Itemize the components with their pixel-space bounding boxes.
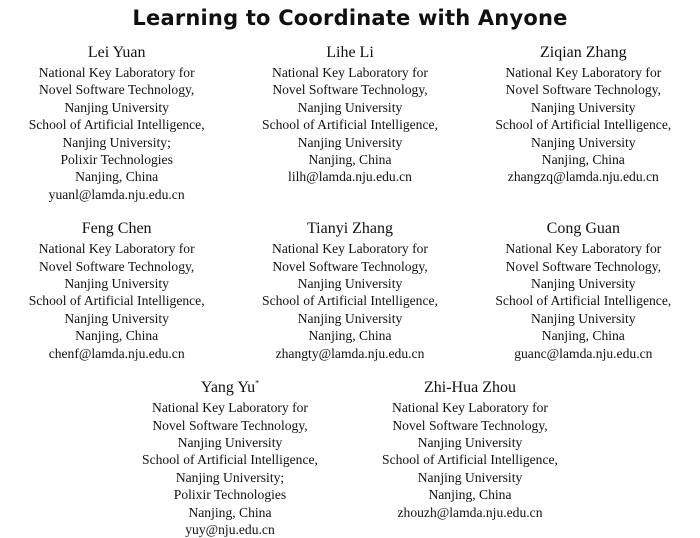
author-block	[350, 378, 590, 538]
affiliation-line: Nanjing University	[417, 434, 523, 450]
affiliation-line: Novel Software Technology,	[38, 82, 195, 98]
affiliation-line: National Key Laboratory for	[505, 241, 662, 257]
author-name-text: Lei Yuan	[87, 44, 146, 61]
affiliation-line: Nanjing, China	[308, 152, 392, 168]
author-name-text: Feng Chen	[81, 220, 152, 238]
affiliation-line: Nanjing University	[297, 310, 403, 326]
affiliation-line: Nanjing, China	[188, 504, 272, 520]
affiliation-line: Nanjing University	[531, 134, 636, 150]
affiliation-line: School of Artificial Intelligence,	[142, 452, 318, 468]
author-email: lilh@lamda.nju.edu.cn	[288, 169, 412, 185]
affiliation-line: Nanjing University	[417, 469, 523, 485]
affiliation-line: School of Artificial Intelligence,	[262, 293, 438, 309]
author-name-text: Tianyi Zhang	[306, 220, 394, 238]
affiliation-line: School of Artificial Intelligence,	[495, 117, 672, 133]
affiliation-line: School of Artificial Intelligence,	[382, 452, 558, 468]
affiliation-line: Polixir Technologies	[173, 487, 287, 503]
affiliation-line: Novel Software Technology,	[505, 82, 661, 98]
affiliation-line: Novel Software Technology,	[272, 258, 428, 274]
affiliation-line: School of Artificial Intelligence,	[262, 117, 438, 133]
author-block	[467, 43, 700, 203]
author-name	[233, 43, 466, 63]
affiliation-line: Novel Software Technology,	[38, 258, 195, 274]
author-block	[233, 43, 466, 203]
author-name-text: Zhi-Hua Zhou	[424, 379, 516, 397]
paper-title: Learning to Coordinate with Anyone	[132, 6, 568, 30]
author-email: yuy@nju.edu.cn	[185, 521, 275, 537]
author-name	[110, 378, 350, 398]
author-name	[350, 378, 590, 398]
affiliation-line: Nanjing, China	[541, 152, 625, 168]
affiliation-line: Nanjing University	[531, 276, 636, 292]
author-row-3	[0, 378, 700, 538]
author-email: zhouzh@lamda.nju.edu.cn	[397, 504, 543, 520]
author-name-text: Cong Guan	[546, 220, 620, 238]
affiliation-line: Novel Software Technology,	[272, 82, 428, 98]
affiliation-line: National Key Laboratory for	[152, 400, 308, 416]
author-block	[110, 378, 350, 538]
author-name	[0, 219, 233, 239]
author-block	[467, 219, 700, 362]
author-email: zhangzq@lamda.nju.edu.cn	[507, 169, 659, 185]
affiliation-line: Nanjing University;	[62, 134, 171, 150]
affiliation-line: Nanjing, China	[428, 487, 512, 503]
affiliation-line: Nanjing University	[64, 310, 169, 326]
affiliation-line: Nanjing University	[531, 310, 636, 326]
author-name-text: Lihe Li	[326, 44, 374, 61]
affiliation-line: Nanjing University	[64, 99, 169, 115]
affiliation-line: National Key Laboratory for	[272, 241, 428, 257]
affiliation-line: Nanjing University	[297, 134, 403, 150]
affiliation-line: Novel Software Technology,	[505, 258, 661, 274]
affiliation-line: National Key Laboratory for	[272, 65, 428, 80]
affiliation-line: Novel Software Technology,	[392, 417, 548, 433]
affiliation-line: School of Artificial Intelligence,	[495, 293, 672, 309]
affiliation-line: National Key Laboratory for	[392, 400, 548, 416]
author-block	[233, 219, 466, 362]
author-name	[0, 43, 233, 63]
affiliation-line: Polixir Technologies	[60, 152, 173, 168]
affiliation-line: Nanjing University	[531, 99, 636, 115]
author-row-1	[0, 43, 700, 203]
affiliation-line: Nanjing University	[297, 99, 403, 115]
author-name	[233, 219, 466, 239]
author-block	[0, 219, 233, 362]
corresponding-author-mark: *	[255, 378, 260, 388]
affiliation-line: Nanjing, China	[75, 328, 159, 344]
author-row-2	[0, 219, 700, 362]
affiliation-line: Nanjing, China	[541, 328, 625, 344]
affiliation-line: Nanjing University	[177, 434, 283, 450]
author-name	[467, 219, 700, 239]
author-email: chenf@lamda.nju.edu.cn	[48, 345, 185, 361]
author-block	[0, 43, 233, 203]
affiliation-line: Nanjing University	[297, 276, 403, 292]
author-name	[467, 43, 700, 63]
affiliation-line: Nanjing University	[64, 276, 169, 292]
affiliation-line: National Key Laboratory for	[38, 65, 195, 80]
affiliation-line: School of Artificial Intelligence,	[28, 293, 205, 309]
affiliation-line: Nanjing University;	[175, 469, 285, 485]
author-email: yuanl@lamda.nju.edu.cn	[48, 186, 185, 202]
author-name-text: Ziqian Zhang	[540, 44, 627, 61]
author-name-text: Yang Yu	[200, 379, 256, 397]
affiliation-line: Novel Software Technology,	[152, 417, 308, 433]
affiliation-line: Nanjing, China	[308, 328, 392, 344]
author-email: zhangty@lamda.nju.edu.cn	[275, 345, 425, 361]
affiliation-line: National Key Laboratory for	[505, 65, 662, 80]
author-email: guanc@lamda.nju.edu.cn	[514, 345, 653, 361]
affiliation-line: School of Artificial Intelligence,	[28, 117, 205, 133]
affiliation-line: National Key Laboratory for	[38, 241, 195, 257]
affiliation-line: Nanjing, China	[75, 169, 159, 185]
